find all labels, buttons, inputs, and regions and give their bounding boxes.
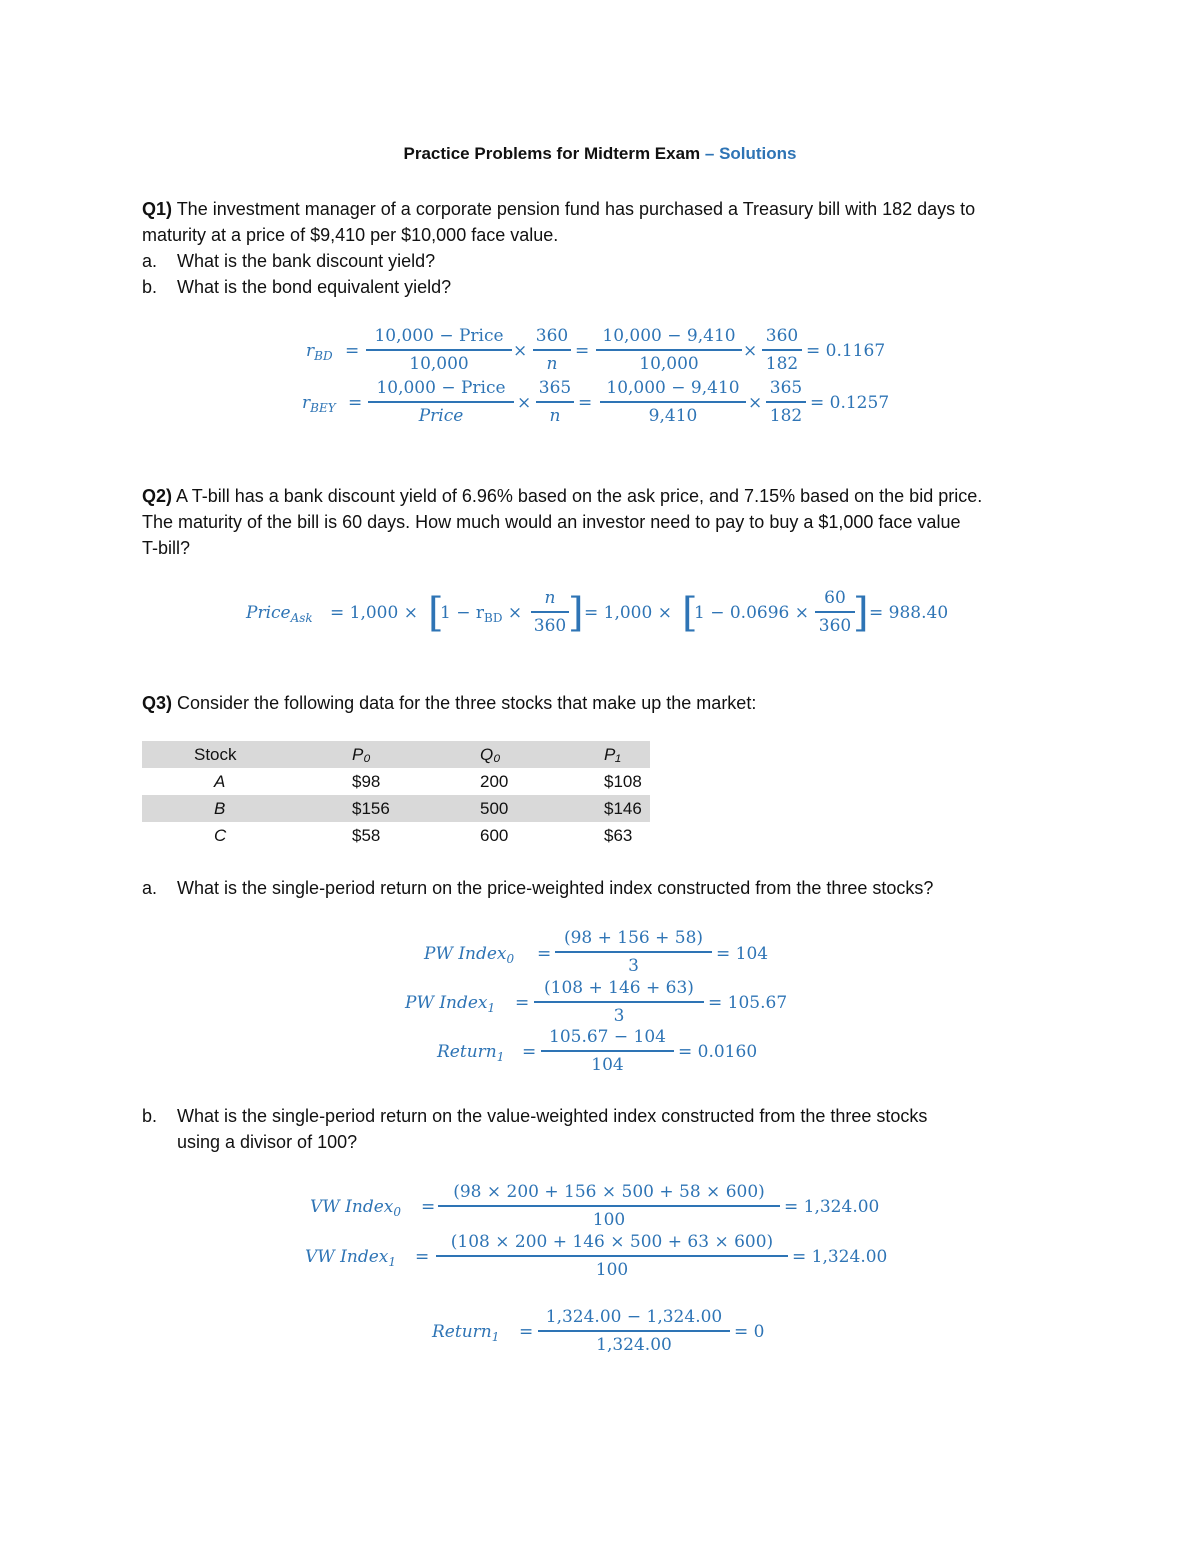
table-header-cell: P₀ [352,741,480,768]
table-cell: A [214,771,226,791]
q3b-eq3-frac: 1,324.00 − 1,324.00 1,324.00 [538,1306,730,1356]
q1-item-b-marker: b. [142,277,158,297]
eq-bd-result: = 0.1167 [806,341,886,361]
q2-eq-lhs: Price$_{Ask}$ [246,603,313,625]
table-header-row [142,741,650,768]
q2-text-line3: T-bill? [142,538,191,558]
q3a-eq3-lhs: Return$_1$ [437,1042,505,1064]
eq-bd-frac4: 360 182 [762,325,802,375]
q2-text-line1 [142,483,982,509]
eq-bd-frac3: 10,000 − 9,410 10,000 [596,325,742,375]
q2-text-line2: The maturity of the bill is 60 days. How much would an investor need to pay to buy a $1,000 face value [142,512,961,532]
table-header-cell: Q₀ [480,741,604,768]
eq-bey-frac1: 10,000 − Price Price [368,377,514,427]
q3-text-body: Consider the following data for the three stocks that make up the market: [172,693,757,713]
table-cell: $156 [352,795,480,822]
q3a-eq1-result: = 104 [716,944,769,964]
q1-item-a-marker: a. [142,251,158,271]
table-cell: $108 [604,771,642,791]
q3a-eq3-result: = 0.0160 [678,1042,758,1062]
q3b-eq2-frac: (108 × 200 + 146 × 500 + 63 × 600) 100 [436,1231,788,1281]
q3-part-b-marker: b. [142,1106,158,1126]
q3b-eq3-result: = 0 [734,1322,765,1342]
q1-label: Q1) [142,199,173,219]
q2-label: Q2) [142,486,173,506]
q2-eq-result: = 988.40 [869,603,949,623]
table-cell: B [142,795,352,822]
table-header-cell: P₁ [604,741,650,768]
q3a-eq3-frac: 105.67 − 104 104 [541,1026,674,1076]
q1-item-b [142,274,452,300]
q3b-eq3-lhs: Return$_1$ [432,1322,500,1344]
eq-bey-lhs: $r_{BEY}$ [302,393,336,415]
eq-bey-frac3: 10,000 − 9,410 9,410 [600,377,746,427]
eq-bd-frac1: 10,000 − Price 10,000 [366,325,512,375]
q2-eq-part4: 1 − 0.0696 × [694,603,809,623]
eq-bey-frac4: 365 182 [766,377,806,427]
table-header-cell: Stock [142,741,352,768]
q3b-eq1-lhs: VW Index$_0$ [310,1197,401,1219]
title-main: Practice Problems for Midterm Exam [403,144,701,163]
eq-bey-frac2: 365 n [536,377,574,427]
q3a-eq1-lhs: PW Index$_0$ [424,944,515,966]
q3a-eq2-frac: (108 + 146 + 63) 3 [534,977,704,1027]
eq-bd-frac2: 360 n [533,325,571,375]
title-solutions: Solutions [719,144,797,163]
table-row [142,795,650,822]
q3b-eq2-result: = 1,324.00 [792,1247,888,1267]
table-row [142,768,650,795]
eq-bd-lhs: $r_{BD}$ [306,341,333,363]
table-cell: C [214,825,227,845]
table-row [142,822,650,849]
q2-eq-part2: $1 - r_{BD}$ × [440,603,523,625]
table-cell: $63 [604,825,633,845]
q2-eq-frac1: n 360 [531,587,569,637]
eq-bey-result: = 0.1257 [810,393,890,413]
table-cell: 200 [480,771,509,791]
q3-part-a [142,875,934,901]
q3-text [142,690,756,716]
q3-part-b-text-line2: using a divisor of 100? [177,1132,358,1152]
q1-text: The investment manager of a corporate pension fund has purchased a Treasury bill with 182 days to [172,199,976,219]
q3a-eq2-lhs: PW Index$_1$ [405,993,496,1015]
q1-item-a-text: What is the bank discount yield? [177,251,436,271]
stock-table [142,741,650,849]
title-dash: – [700,144,720,163]
q3a-eq2-result: = 105.67 [708,993,788,1013]
table-cell: 500 [480,795,604,822]
q2-text: A T-bill has a bank discount yield of 6.96% based on the ask price, and 7.15% based on the bid price. [172,486,983,506]
page-title [0,144,1200,164]
q3b-eq2-lhs: VW Index$_1$ [305,1247,396,1269]
q3-part-a-text: What is the single-period return on the price-weighted index constructed from the three stocks? [177,878,934,898]
q3b-eq1-result: = 1,324.00 [784,1197,880,1217]
q3-label: Q3) [142,693,173,713]
q3-part-a-marker: a. [142,878,158,898]
q2-eq-part1: = 1,000 × [330,603,418,623]
table-cell: $98 [352,771,381,791]
table-cell: $58 [352,825,381,845]
q1-text-line2: maturity at a price of $9,410 per $10,000 face value. [142,225,559,245]
q1-text-line1 [142,196,975,222]
q2-eq-frac2: 60 360 [815,587,855,637]
q3-part-b-text-line1: What is the single-period return on the value-weighted index constructed from the three stocks [177,1106,928,1126]
table-cell: 600 [480,825,509,845]
table-cell: $146 [604,795,650,822]
q2-eq-part3: = 1,000 × [584,603,672,623]
q3-part-b [142,1103,928,1129]
q3b-eq1-frac: (98 × 200 + 156 × 500 + 58 × 600) 100 [438,1181,780,1231]
q1-item-b-text: What is the bond equivalent yield? [177,277,452,297]
q1-item-a [142,248,436,274]
q3a-eq1-frac: (98 + 156 + 58) 3 [555,927,712,977]
